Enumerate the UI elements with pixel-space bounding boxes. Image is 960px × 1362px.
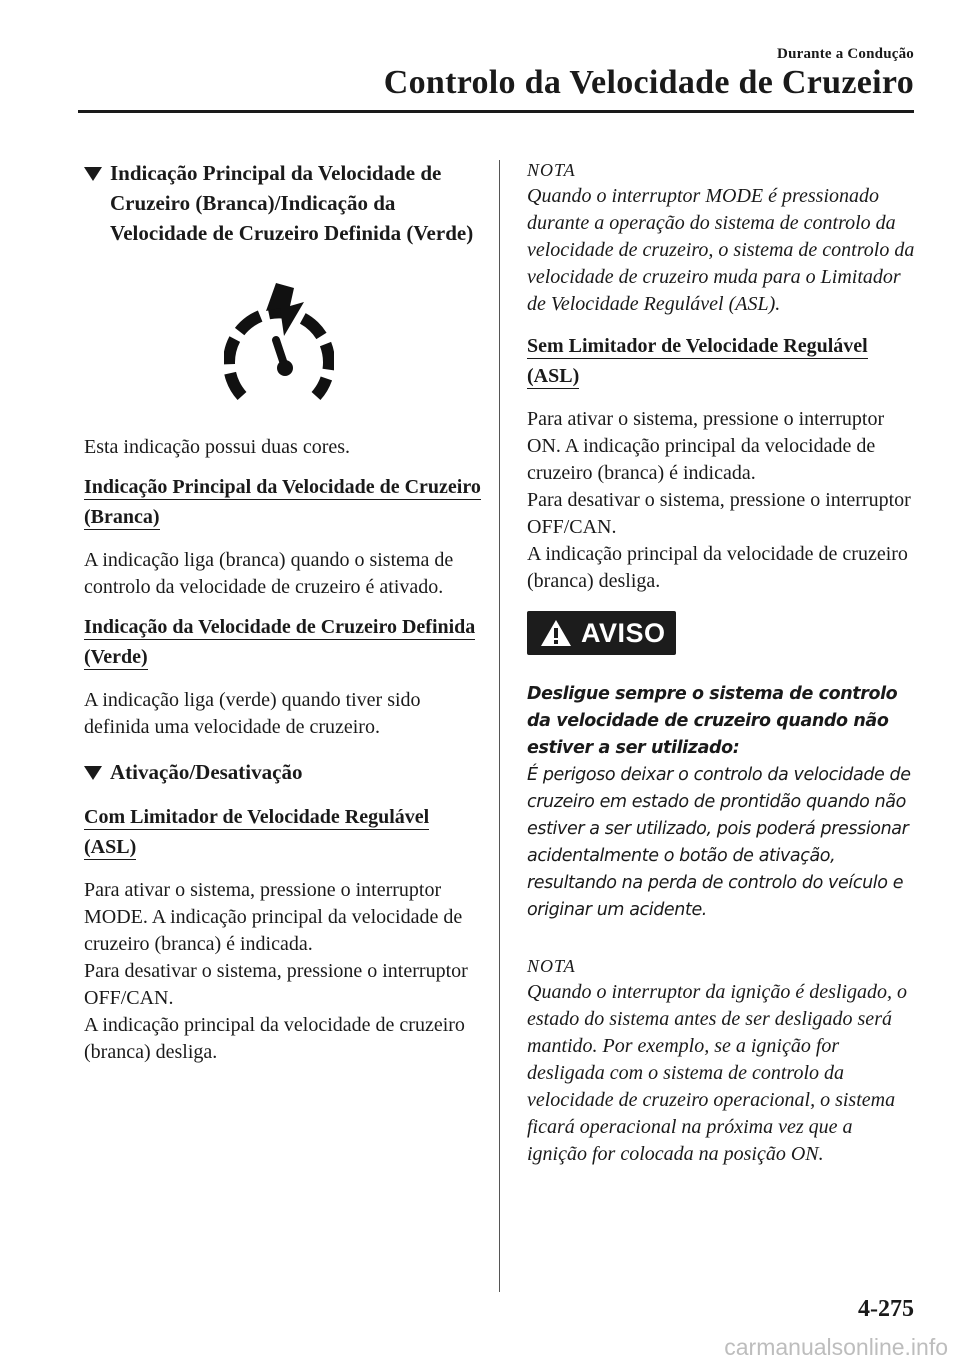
right-column <box>527 158 917 1168</box>
intro-text: Esta indicação possui duas cores. <box>84 436 351 458</box>
triangle-bullet-icon <box>84 766 102 780</box>
note-label: NOTA <box>527 956 576 976</box>
note-text-mode: Quando o interruptor MODE é pressionado durante a operação do sistema de controlo da velocidade de cruzeiro, o sistema de controlo da velocidade de cruzeiro muda para o Limitador de Velocidade Regulável (ASL). <box>527 185 915 315</box>
note-text-ignition: Quando o interruptor da ignição é desligado, o estado do sistema antes de ser desligado será mantido. Por exemplo, se a ignição for desligada com o sistema de controlo da velocidade de cruzeiro operacional, o sistema ficará operacional na próxima vez que a ignição for colocada na posição ON. <box>527 981 907 1165</box>
left-column <box>84 158 484 1066</box>
paragraph-without-asl: Para ativar o sistema, pressione o interruptor ON. A indicação principal da velocidade de cruzeiro (branca) é indicada. Para desativar o sistema, pressione o interruptor OFF/CAN. A indicação principal da velocidade de cruzeiro (branca) desliga. <box>527 408 911 592</box>
subheading-main-indication: Indicação Principal da Velocidade de Cruzeiro (Branca) <box>84 476 481 528</box>
section-heading-activation <box>84 757 484 787</box>
header-section-label: Durante a Condução <box>777 46 914 62</box>
subheading-without-asl: Sem Limitador de Velocidade Regulável (ASL) <box>527 335 868 387</box>
subheading-set-speed-indication: Indicação da Velocidade de Cruzeiro Definida (Verde) <box>84 616 476 668</box>
section-heading-text: Indicação Principal da Velocidade de Cruzeiro (Branca)/Indicação da Velocidade de Cruzeiro Definida (Verde) <box>110 161 474 245</box>
paragraph-set-speed-indication: A indicação liga (verde) quando tiver sido definida uma velocidade de cruzeiro. <box>84 689 421 738</box>
paragraph-with-asl: Para ativar o sistema, pressione o interruptor MODE. A indicação principal da velocidade de cruzeiro (branca) é indicada. Para desativar o sistema, pressione o interruptor OFF/CAN. A indicação principal da velocidade de cruzeiro (branca) desliga. <box>84 879 468 1063</box>
warning-badge <box>527 611 676 655</box>
warning-block <box>527 611 917 924</box>
section-heading-indications <box>84 158 484 248</box>
page-number: 4-275 <box>858 1296 914 1322</box>
cruise-control-gauge-icon <box>224 278 334 410</box>
header-rule <box>78 110 914 113</box>
section-heading-text: Ativação/Desativação <box>110 760 303 784</box>
warning-bold-text: Desligue sempre o sistema de controlo da velocidade de cruzeiro quando não estiver a ser utilizado: <box>527 684 898 758</box>
subheading-with-asl: Com Limitador de Velocidade Regulável (ASL) <box>84 806 430 858</box>
site-watermark: carmanualsonline.info <box>724 1334 948 1360</box>
note-label: NOTA <box>527 160 576 180</box>
warning-label: AVISO <box>581 617 666 648</box>
page-title: Controlo da Velocidade de Cruzeiro <box>383 64 914 101</box>
triangle-bullet-icon <box>84 167 102 181</box>
paragraph-main-indication: A indicação liga (branca) quando o sistema de controlo da velocidade de cruzeiro é ativado. <box>84 549 454 598</box>
warning-triangle-icon <box>539 618 573 648</box>
column-divider <box>499 160 500 1292</box>
warning-text: É perigoso deixar o controlo da velocidade de cruzeiro em estado de prontidão quando não estiver a ser utilizado, pois poderá pressionar acidentalmente o botão de ativação, resultando na perda de controlo do veículo e originar um acidente. <box>527 765 911 920</box>
